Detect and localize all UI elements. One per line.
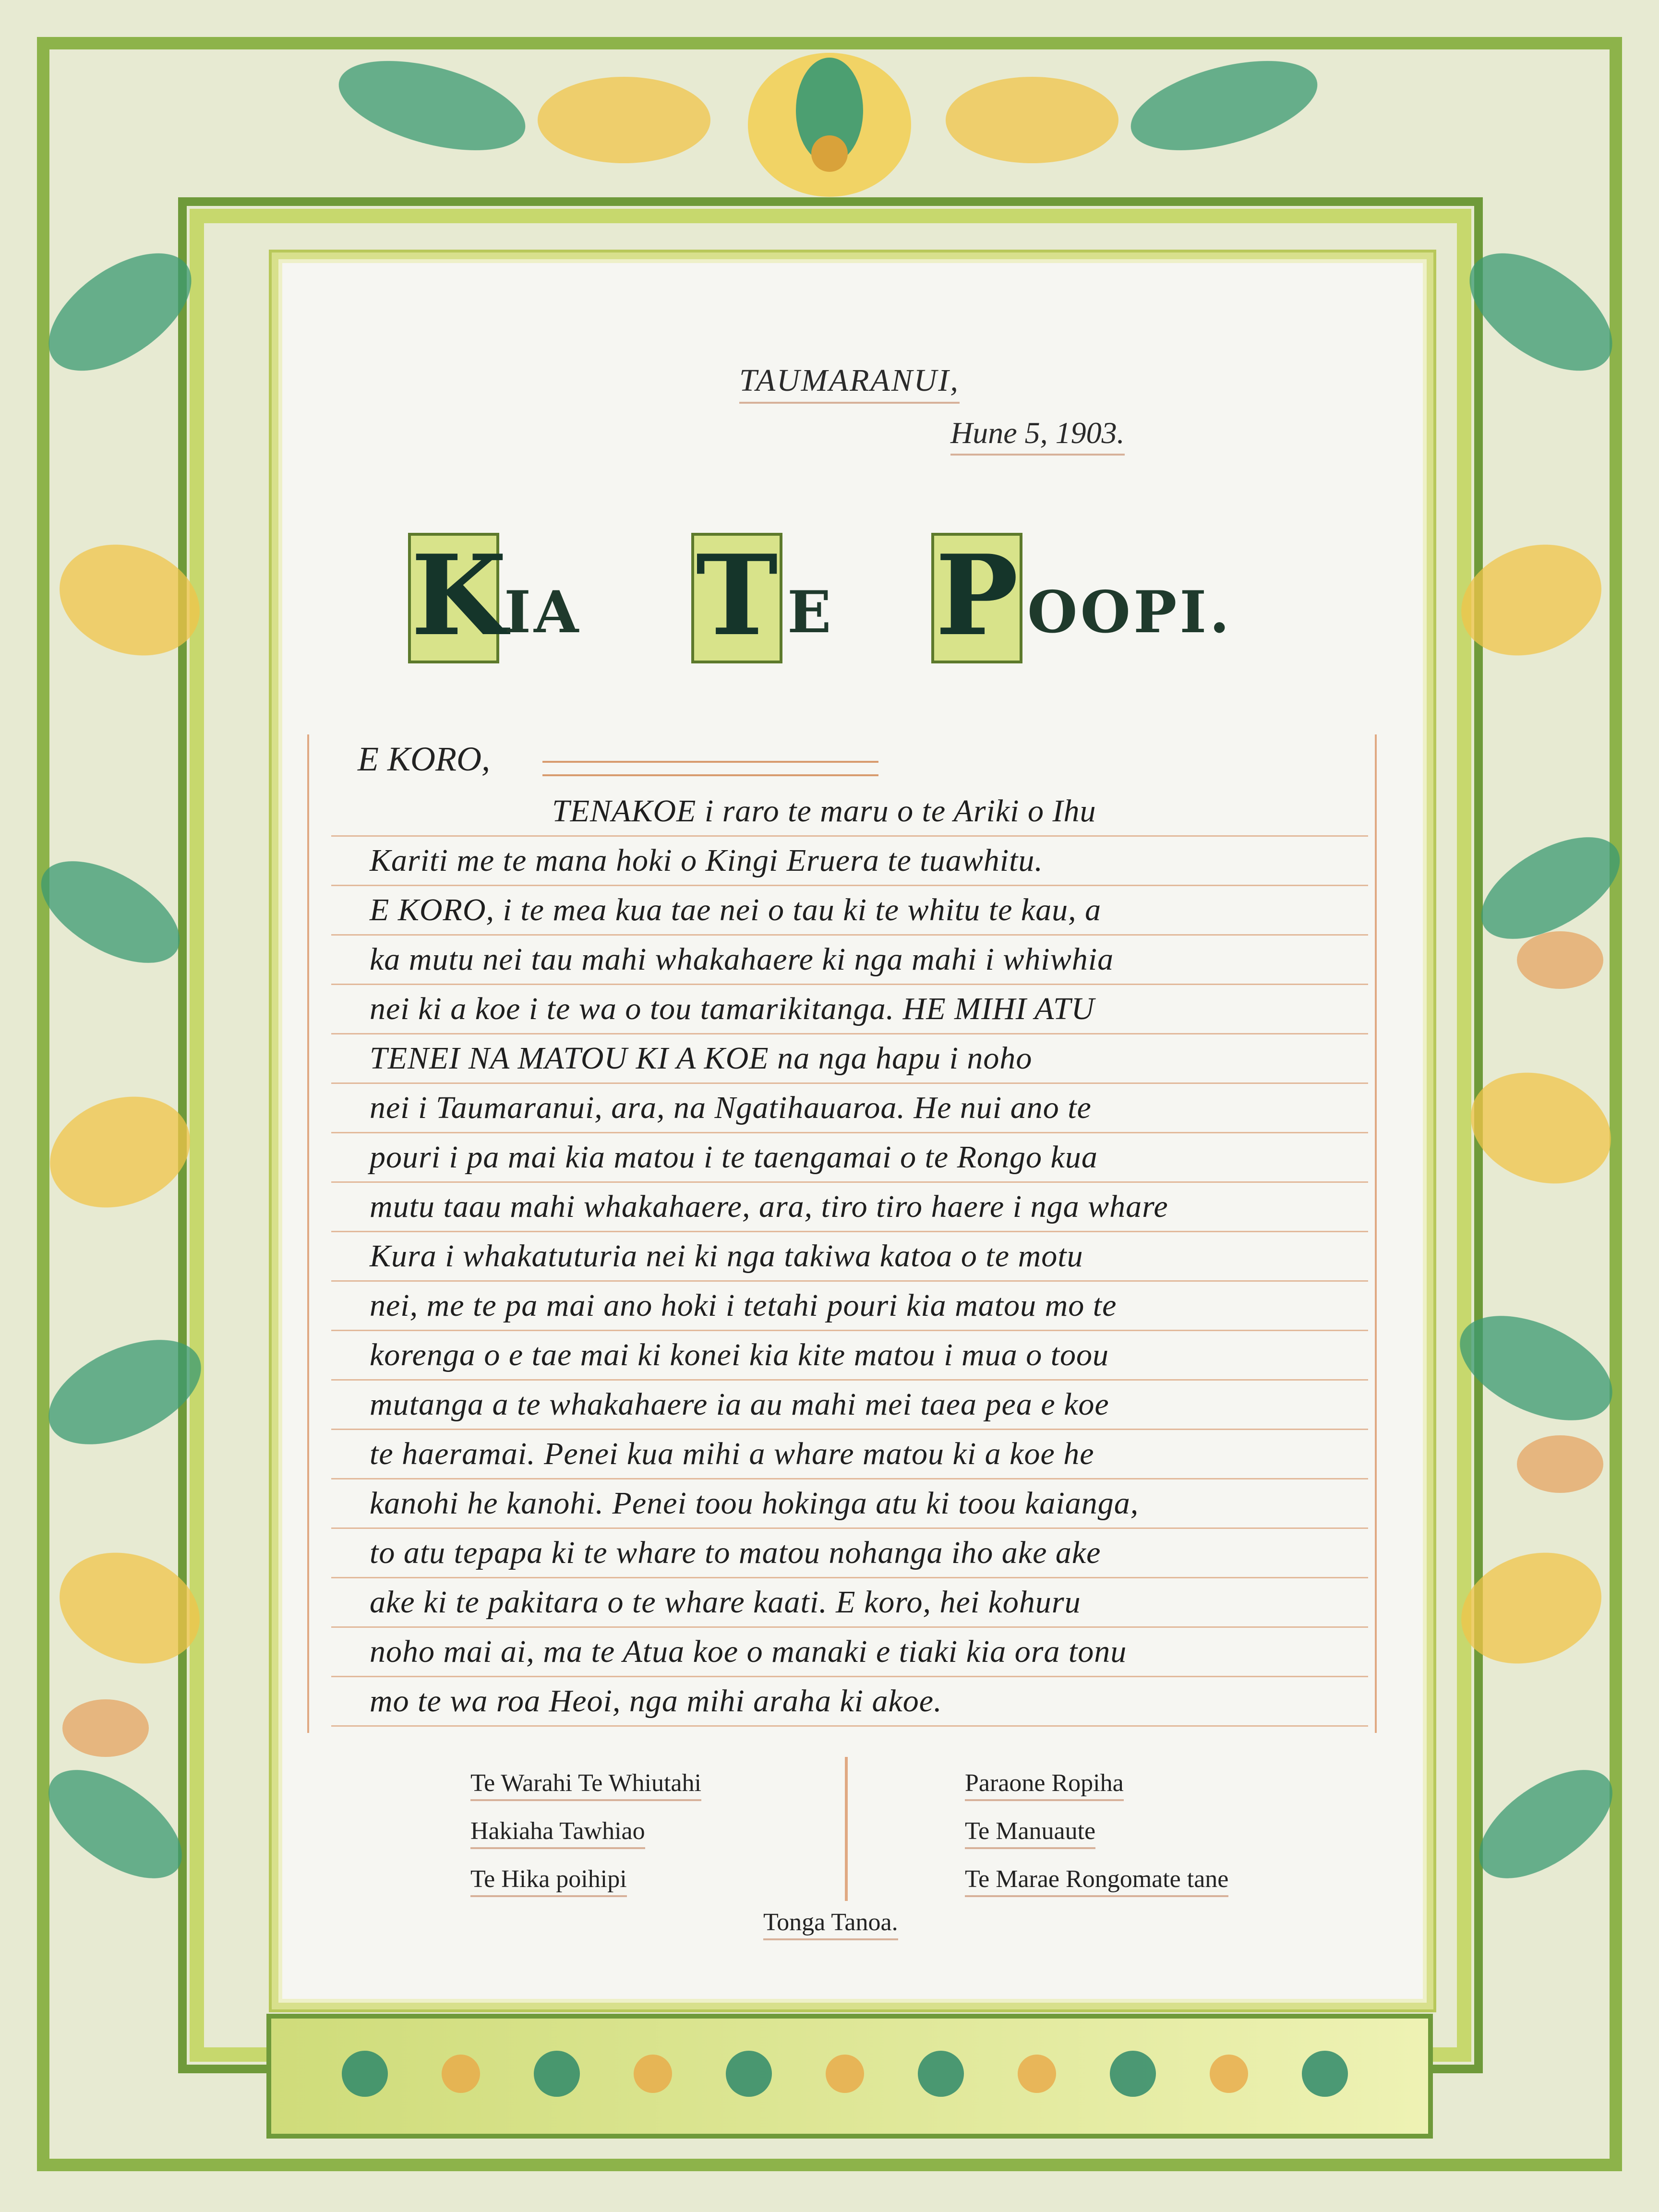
date-line: Hune 5, 1903. bbox=[950, 415, 1125, 456]
letter-line: E KORO, i te mea kua tae nei o tau ki te whitu te kau, a bbox=[331, 886, 1368, 936]
letter-body bbox=[331, 787, 1368, 1727]
title-banner bbox=[365, 533, 1325, 677]
letter-line: noho mai ai, ma te Atua koe o manaki e tiaki kia ora tonu bbox=[331, 1628, 1368, 1677]
signatory: Hakiaha Tawhiao bbox=[470, 1817, 645, 1849]
letter-line: korenga o e tae mai ki konei kia kite matou i mua o toou bbox=[331, 1331, 1368, 1381]
letter-line: mutanga a te whakahaere ia au mahi mei taea pea e koe bbox=[331, 1381, 1368, 1430]
title-word-rest: OOPI. bbox=[1027, 578, 1233, 646]
letter-line: mutu taau mahi whakahaere, ara, tiro tiro haere i nga whare bbox=[331, 1183, 1368, 1232]
salutation: E KORO, bbox=[358, 740, 490, 778]
letter-line: TENAKOE i raro te maru o te Ariki o Ihu bbox=[331, 787, 1368, 837]
letter-line: te haeramai. Penei kua mihi a whare matou ki a koe he bbox=[331, 1430, 1368, 1479]
letter-line: kanohi he kanohi. Penei toou hokinga atu ki toou kaianga, bbox=[331, 1479, 1368, 1529]
signatory: Paraone Ropiha bbox=[965, 1769, 1124, 1801]
letter-line: nei i Taumaranui, ara, na Ngatihauaroa. He nui ano te bbox=[331, 1084, 1368, 1133]
salutation-rule bbox=[542, 761, 878, 776]
signatory-center: Tonga Tanoa. bbox=[763, 1908, 898, 1940]
illuminated-initial: K bbox=[408, 533, 499, 663]
letter-line: nei, me te pa mai ano hoki i tetahi pouri kia matou mo te bbox=[331, 1282, 1368, 1331]
illuminated-initial: T bbox=[691, 533, 782, 663]
letter-line: pouri i pa mai kia matou i te taengamai o te Rongo kua bbox=[331, 1133, 1368, 1183]
crest-ornament bbox=[748, 53, 911, 197]
signatory: Te Warahi Te Whiutahi bbox=[470, 1769, 701, 1801]
signatory-divider bbox=[845, 1757, 848, 1901]
letter-line: Kariti me te mana hoki o Kingi Eruera te tuawhitu. bbox=[331, 837, 1368, 886]
title-word-rest: IA bbox=[504, 578, 582, 646]
signatory: Te Hika poihipi bbox=[470, 1865, 627, 1897]
signatory: Te Marae Rongomate tane bbox=[965, 1865, 1228, 1897]
letter-line: nei ki a koe i te wa o tou tamarikitanga. HE MIHI ATU bbox=[331, 985, 1368, 1034]
letter-line: ka mutu nei tau mahi whakahaere ki nga mahi i whiwhia bbox=[331, 936, 1368, 985]
letter-line: to atu tepapa ki te whare to matou nohanga iho ake ake bbox=[331, 1529, 1368, 1578]
letter-line: TENEI NA MATOU KI A KOE na nga hapu i noho bbox=[331, 1034, 1368, 1084]
place-heading: TAUMARANUI, bbox=[739, 362, 960, 404]
title-word-rest: E bbox=[787, 578, 834, 646]
letter-line: Kura i whakatuturia nei ki nga takiwa katoa o te motu bbox=[331, 1232, 1368, 1282]
letter-line: ake ki te pakitara o te whare kaati. E koro, hei kohuru bbox=[331, 1578, 1368, 1628]
signatory: Te Manuaute bbox=[965, 1817, 1095, 1849]
letter-line: mo te wa roa Heoi, nga mihi araha ki akoe. bbox=[331, 1677, 1368, 1727]
illuminated-initial: P bbox=[931, 533, 1022, 663]
